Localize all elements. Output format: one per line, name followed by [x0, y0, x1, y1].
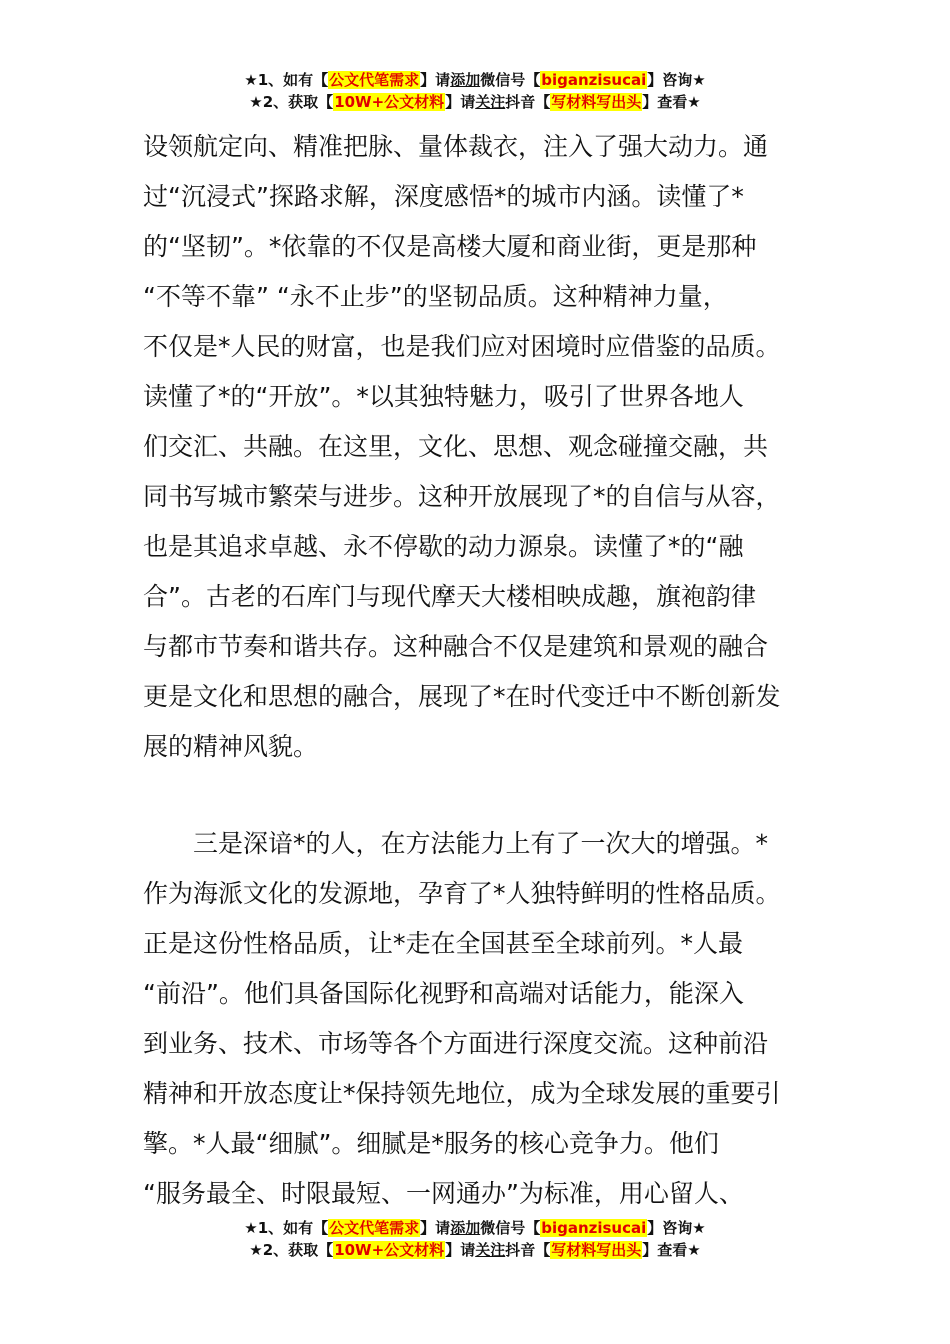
promo-highlight-wechat-id: biganzisucai: [541, 71, 647, 89]
promo-text: 抖音【: [505, 1241, 551, 1259]
promo-line-1: [0, 69, 950, 91]
promo-text: 】查看★: [642, 1241, 701, 1259]
promo-highlight-douyin: 写材料写出头: [551, 93, 642, 111]
text-line: 正是这份性格品质，让*走在全国甚至全球前列。*人最: [143, 929, 744, 958]
text-line: “服务最全、时限最短、一网通办”为标准，用心留人、: [143, 1179, 744, 1208]
promo-text: 】请: [445, 1241, 476, 1259]
promo-line-1: [0, 1217, 950, 1239]
promo-emphasis: 关注: [475, 93, 506, 111]
promo-text: ★2、获取【: [249, 1241, 334, 1259]
promo-highlight-materials: 10W+公文材料: [334, 1241, 445, 1259]
promo-highlight-service: 公文代笔需求: [329, 71, 420, 89]
text-line: 与都市节奏和谐共存。这种融合不仅是建筑和景观的融合: [143, 632, 769, 661]
promo-emphasis: 添加: [450, 1219, 481, 1237]
promo-text: 抖音【: [505, 93, 551, 111]
promo-emphasis: 关注: [475, 1241, 506, 1259]
text-line: 更是文化和思想的融合，展现了*在时代变迁中不断创新发: [143, 682, 781, 711]
promo-highlight-douyin: 写材料写出头: [551, 1241, 642, 1259]
text-line: “前沿”。他们具备国际化视野和高端对话能力，能深入: [143, 979, 744, 1008]
promo-text: 微信号【: [480, 71, 541, 89]
header-promo-banner: [0, 69, 950, 113]
footer-promo-banner: [0, 1217, 950, 1261]
promo-text: 】查看★: [642, 93, 701, 111]
text-line: 同书写城市繁荣与进步。这种开放展现了*的自信与从容，: [143, 482, 781, 511]
promo-highlight-materials: 10W+公文材料: [334, 93, 445, 111]
promo-highlight-service: 公文代笔需求: [329, 1219, 420, 1237]
text-line: 设领航定向、精准把脉、量体裁衣，注入了强大动力。通: [143, 132, 769, 161]
promo-line-2: [0, 1239, 950, 1261]
text-line: 三是深谙*的人，在方法能力上有了一次大的增强。*: [143, 829, 769, 858]
promo-highlight-wechat-id: biganzisucai: [541, 1219, 647, 1237]
promo-text: 】咨询★: [647, 71, 706, 89]
text-line: 展的精神风貌。: [143, 732, 319, 761]
text-line: 也是其追求卓越、永不停歇的动力源泉。读懂了*的“融: [143, 532, 744, 561]
promo-text: 微信号【: [480, 1219, 541, 1237]
promo-text: ★1、如有【: [244, 1219, 329, 1237]
text-line: 们交汇、共融。在这里，文化、思想、观念碰撞交融，共: [143, 432, 769, 461]
promo-text: ★1、如有【: [244, 71, 329, 89]
text-line: 作为海派文化的发源地，孕育了*人独特鲜明的性格品质。: [143, 879, 781, 908]
promo-emphasis: 添加: [450, 71, 481, 89]
text-line: 读懂了*的“开放”。*以其独特魅力，吸引了世界各地人: [143, 382, 744, 411]
promo-text: 】请: [420, 1219, 451, 1237]
text-line: 精神和开放态度让*保持领先地位，成为全球发展的重要引: [143, 1079, 781, 1108]
promo-text: 】请: [445, 93, 476, 111]
promo-text: 】咨询★: [647, 1219, 706, 1237]
text-line: 合”。古老的石库门与现代摩天大楼相映成趣，旗袍韵律: [143, 582, 756, 611]
text-line: “不等不靠” “永不止步”的坚韧品质。这种精神力量，: [143, 282, 728, 311]
paragraph-three: [143, 819, 808, 1219]
text-line: 过“沉浸式”探路求解，深度感悟*的城市内涵。读懂了*: [143, 182, 744, 211]
promo-line-2: [0, 91, 950, 113]
promo-text: 】请: [420, 71, 451, 89]
paragraph-continuation: [143, 122, 808, 772]
promo-text: ★2、获取【: [249, 93, 334, 111]
text-line: 的“坚韧”。*依靠的不仅是高楼大厦和商业街，更是那种: [143, 232, 757, 261]
text-line: 擎。*人最“细腻”。细腻是*服务的核心竞争力。他们: [143, 1129, 719, 1158]
text-line: 到业务、技术、市场等各个方面进行深度交流。这种前沿: [143, 1029, 769, 1058]
text-line: 不仅是*人民的财富，也是我们应对困境时应借鉴的品质。: [143, 332, 781, 361]
